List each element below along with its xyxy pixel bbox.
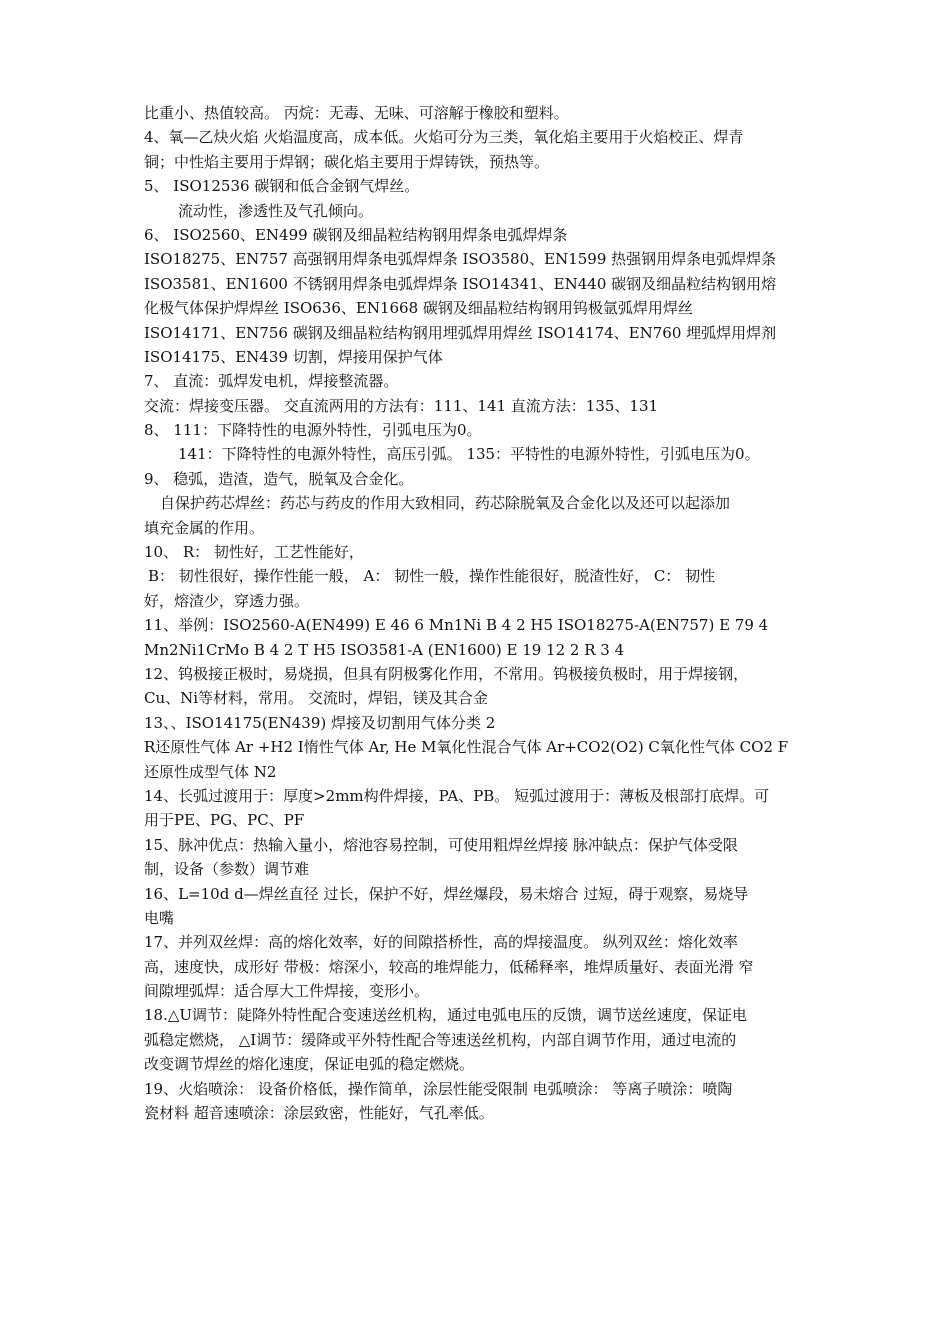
text-line: 13、、ISO14175(EN439) 焊接及切割用气体分类 2 <box>144 713 496 732</box>
text-line: 好，熔渣少，穿透力强。 <box>144 591 310 610</box>
text-line: 16、L=10d d—焊丝直径 过长，保护不好，焊丝爆段，易未熔合 过短，碍于观察，易烧导 <box>144 884 749 903</box>
text-line: 141：下降特性的电源外特性，高压引弧。 135：平特性的电源外特性，引弧电压为0。 <box>178 445 760 464</box>
text-line: 制，设备（参数）调节难 <box>144 860 310 879</box>
text-line: 7、 直流：弧焊发电机，焊接整流器。 <box>144 372 399 391</box>
text-line: 高，速度快，成形好 带极：熔深小，较高的堆焊能力，低稀释率，堆焊质量好、表面光滑 窄 <box>144 957 754 976</box>
text-line: 19、火焰喷涂： 设备价格低，操作简单，涂层性能受限制 电弧喷涂： 等离子喷涂：喷陶 <box>144 1079 733 1098</box>
text-line: 8、 111：下降特性的电源外特性，引弧电压为0。 <box>144 421 482 440</box>
text-line: 间隙埋弧焊：适合厚大工件焊接，变形小。 <box>144 982 430 1001</box>
text-line: 17、并列双丝焊：高的熔化效率，好的间隙搭桥性，高的焊接温度。 纵列双丝：熔化效率 <box>144 933 738 952</box>
text-line: 5、 ISO12536 碳钢和低合金钢气焊丝。 <box>144 177 420 196</box>
text-line: 改变调节焊丝的熔化速度，保证电弧的稳定燃烧。 <box>144 1055 475 1074</box>
text-line: ISO14171、EN756 碳钢及细晶粒结构钢用埋弧焊用焊丝 ISO14174、EN760 埋弧焊用焊剂 <box>144 323 777 342</box>
text-line: 14、长弧过渡用于：厚度>2mm构件焊接，PA、PB。 短弧过渡用于：薄板及根部打底焊。可 <box>144 786 770 805</box>
document-page <box>144 101 812 1125</box>
text-line: 6、 ISO2560、EN499 碳钢及细晶粒结构钢用焊条电弧焊焊条 <box>144 225 568 244</box>
text-line: 还原性成型气体 N2 <box>144 762 277 781</box>
text-line: 弧稳定燃烧， △I调节：缓降或平外特性配合等速送丝机构，内部自调节作用，通过电流的 <box>144 1030 737 1049</box>
text-line: 12、钨极接正极时，易烧损，但具有阴极雾化作用，不常用。钨极接负极时，用于焊接钢， <box>144 664 749 683</box>
text-line: 18.△U调节：陡降外特性配合变速送丝机构，通过电弧电压的反馈，调节送丝速度，保证电 <box>144 1006 748 1025</box>
text-line: Cu、Ni等材料，常用。 交流时，焊铝，镁及其合金 <box>144 689 488 708</box>
text-line: 填充金属的作用。 <box>144 518 265 537</box>
text-line: 15、脉冲优点：热输入量小，熔池容易控制，可使用粗焊丝焊接 脉冲缺点：保护气体受限 <box>144 835 738 854</box>
text-line: 交流：焊接变压器。 交直流两用的方法有：111、141 直流方法：135、131 <box>144 396 659 415</box>
text-line: 铜；中性焰主要用于焊钢；碳化焰主要用于焊铸铁，预热等。 <box>144 152 550 171</box>
text-line: 自保护药芯焊丝：药芯与药皮的作用大致相同，药芯除脱氧及合金化以及还可以起添加 <box>160 494 731 513</box>
text-line: 4、氧—乙炔火焰 火焰温度高，成本低。火焰可分为三类，氧化焰主要用于火焰校正、焊青 <box>144 128 744 147</box>
text-line: 电嘴 <box>144 908 175 927</box>
text-line: Mn2Ni1CrMo B 4 2 T H5 ISO3581-A (EN1600) E 19 12 2 R 3 4 <box>144 640 625 659</box>
text-line: B： 韧性很好，操作性能一般， A： 韧性一般，操作性能很好，脱渣性好， C： 韧性 <box>148 567 716 586</box>
text-line: 用于PE、PG、PC、PF <box>144 811 305 830</box>
text-line: R还原性气体 Ar +H2 I惰性气体 Ar, He M氧化性混合气体 Ar+CO2(O2) C氧化性气体 CO2 F <box>144 738 789 757</box>
text-line: 流动性，渗透性及气孔倾向。 <box>178 201 374 220</box>
text-line: 比重小、热值较高。 丙烷：无毒、无味、可溶解于橡胶和塑料。 <box>144 104 569 122</box>
text-line: 11、举例：ISO2560-A(EN499) E 46 6 Mn1Ni B 4 2 H5 ISO18275-A(EN757) E 79 4 <box>144 616 769 635</box>
text-line: 10、 R： 韧性好，工艺性能好， <box>144 543 364 562</box>
text-line: 瓷材料 超音速喷涂：涂层致密，性能好，气孔率低。 <box>144 1104 494 1123</box>
text-line: ISO3581、EN1600 不锈钢用焊条电弧焊焊条 ISO14341、EN440 碳钢及细晶粒结构钢用熔 <box>144 274 777 293</box>
text-line: 9、 稳弧，造渣，造气，脱氧及合金化。 <box>144 469 414 488</box>
text-line: ISO14175、EN439 切割，焊接用保护气体 <box>144 347 443 366</box>
text-line: 化极气体保护焊焊丝 ISO636、EN1668 碳钢及细晶粒结构钢用钨极氩弧焊用焊丝 <box>144 299 693 318</box>
text-line: ISO18275、EN757 高强钢用焊条电弧焊焊条 ISO3580、EN1599 热强钢用焊条电弧焊焊条 <box>144 250 777 269</box>
